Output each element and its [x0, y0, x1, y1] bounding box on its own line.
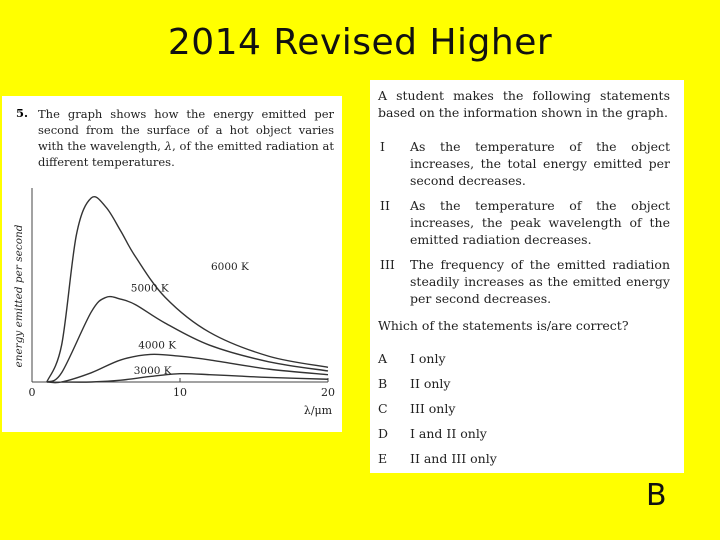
- y-axis-label: energy emitted per second: [13, 224, 25, 368]
- option-c-text: III only: [410, 401, 456, 416]
- x-tick-label-0: 0: [28, 386, 36, 399]
- curve-label-6000k: 6000 K: [211, 261, 249, 273]
- statement-2-number: II: [380, 198, 390, 213]
- question-text-part-1: The graph shows how the energy emitted per second from the surface of a hot object varies with the wavelength,: [38, 107, 334, 153]
- option-a-text: I only: [410, 351, 446, 366]
- x-tick-label-20: 20: [321, 386, 335, 399]
- curve-3000k: [62, 374, 328, 382]
- curve-label-3000k: 3000 K: [133, 365, 172, 378]
- statement-3-text: The frequency of the emitted radiation steadily increases as the emitted energy per second decreases.: [410, 257, 670, 306]
- question-number: 5.: [16, 106, 29, 120]
- statement-1-number: I: [380, 139, 385, 154]
- slide-title: 2014 Revised Higher: [167, 22, 553, 63]
- answer-label: B: [646, 478, 667, 513]
- curve-label-4000k: 4000 K: [138, 339, 177, 352]
- curve-6000k: [47, 197, 328, 382]
- option-d-text: I and II only: [410, 426, 487, 441]
- statements-intro: A student makes the following statements based on the information shown in the graph.: [378, 88, 670, 120]
- curve-5000k: [47, 297, 328, 382]
- option-e-letter: E: [378, 451, 388, 466]
- curve-label-5000k: 5000 K: [130, 282, 169, 295]
- question-prompt: Which of the statements is/are correct?: [378, 318, 629, 333]
- statement-3-number: III: [380, 257, 395, 272]
- statements-panel: [370, 80, 684, 473]
- statement-2-text: As the temperature of the object increases, the peak wavelength of the emitted radiation decreases.: [410, 198, 670, 247]
- energy-wavelength-graph: [2, 96, 342, 432]
- option-e-text: II and III only: [410, 451, 497, 466]
- option-a-letter: A: [378, 351, 388, 366]
- wavelength-symbol: λ: [164, 139, 173, 153]
- x-axis-label: λ/μm: [303, 404, 333, 417]
- option-b-letter: B: [378, 376, 388, 391]
- statement-1-text: As the temperature of the object increases, the total energy emitted per second decreases.: [410, 139, 670, 188]
- question-graph-panel: [2, 96, 342, 432]
- option-c-letter: C: [378, 401, 388, 416]
- question-text-part-2: , of the emitted radiation at different temperatures.: [38, 139, 334, 169]
- x-tick-label-10: 10: [173, 386, 187, 399]
- option-b-text: II only: [410, 376, 451, 391]
- option-d-letter: D: [378, 426, 389, 441]
